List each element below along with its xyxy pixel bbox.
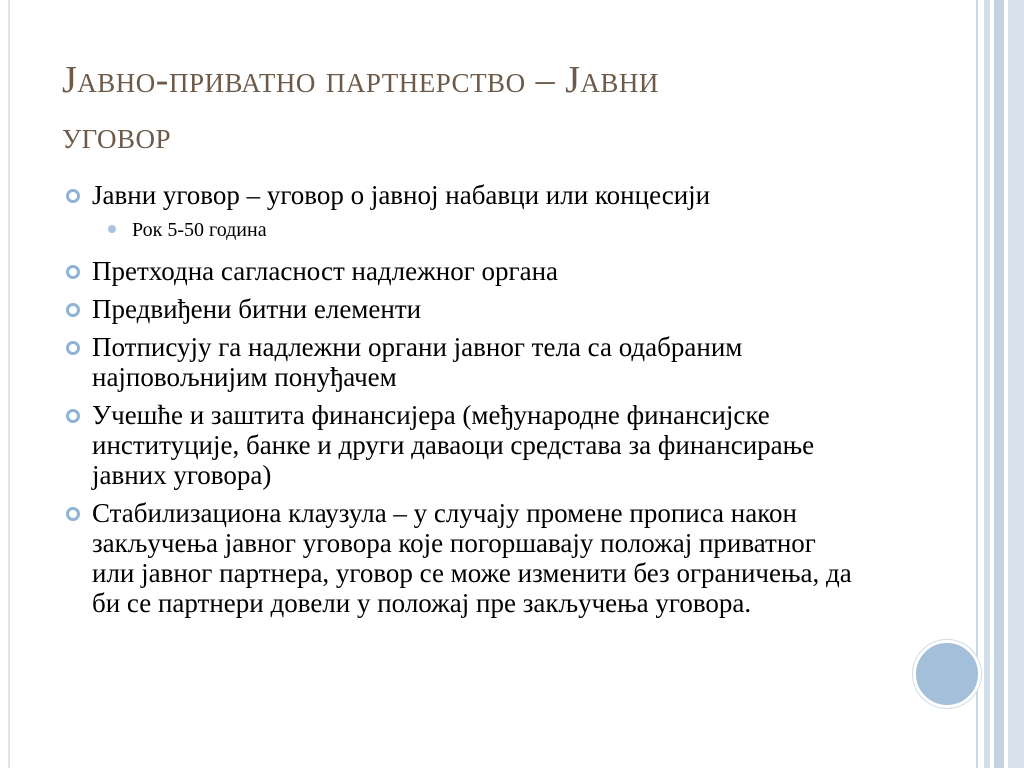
decor-bar	[1008, 0, 1024, 768]
list-item	[64, 498, 864, 618]
decor-bar	[984, 0, 990, 768]
list-item	[64, 256, 864, 286]
list-item	[64, 180, 864, 210]
title-line-1: Јавно-приватно партнерство – Јавни	[62, 59, 659, 101]
sub-list-item	[64, 218, 864, 242]
list-item-text: Учешће и заштита финансијера (међународне финансијске институције, банке и други даваоци средстава за финансирање јавних уговора)	[92, 400, 815, 490]
list-item-text: Предвиђени битни елементи	[92, 294, 422, 324]
left-frame-line	[8, 0, 10, 768]
list-item-text: Потписују га надлежни органи јавног тела са одабраним најповољнијим понуђачем	[92, 332, 743, 392]
bullet-ring-icon	[66, 189, 80, 203]
bullet-ring-icon	[66, 341, 80, 355]
slide-title	[62, 52, 902, 164]
decor-bar	[994, 0, 1004, 768]
list-item-text: Стабилизациона клаузула – у случају промене прописа након закључења јавног уговора које погоршавају положај приватног или јавног партнера, уговор се може изменити без ограничења, да би се партнери довели у положај пре закључења уговора.	[92, 498, 852, 618]
decor-circle	[913, 640, 981, 708]
bullet-dot-icon	[108, 225, 116, 233]
decor-bar	[976, 0, 978, 768]
bullet-ring-icon	[66, 303, 80, 317]
bullet-ring-icon	[66, 265, 80, 279]
bullet-ring-icon	[66, 507, 80, 521]
list-item	[64, 332, 864, 392]
bullet-list	[64, 180, 864, 626]
list-item	[64, 400, 864, 490]
title-line-2: уговор	[62, 115, 172, 157]
right-decor-bars	[976, 0, 1024, 768]
sub-list-item-text: Рок 5-50 година	[132, 219, 267, 241]
list-item	[64, 294, 864, 324]
list-item-text: Претходна сагласност надлежног органа	[92, 256, 559, 286]
list-item-text: Јавни уговор – уговор о јавној набавци или концесији	[92, 180, 711, 210]
bullet-ring-icon	[66, 409, 80, 423]
